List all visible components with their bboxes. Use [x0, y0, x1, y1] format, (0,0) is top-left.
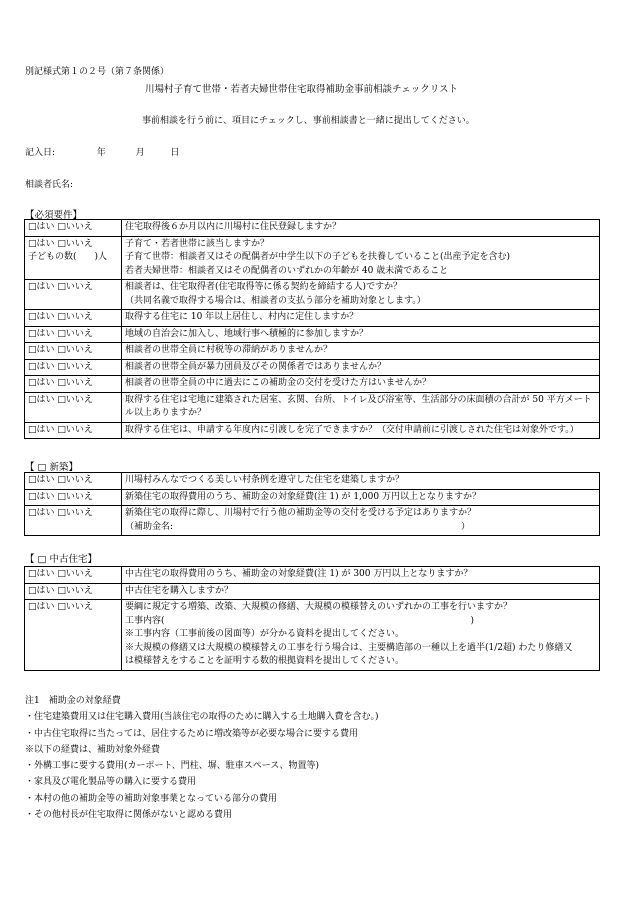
yes-no-checkbox[interactable]: □はい □いいえ — [28, 328, 93, 339]
requirement-cell — [122, 376, 600, 393]
yes-no-checkbox[interactable]: □はい □いいえ — [28, 508, 93, 518]
checkbox-cell[interactable] — [25, 506, 122, 536]
requirement-text: ル以上ありますか？ — [125, 408, 207, 418]
required-row — [25, 236, 600, 280]
requirement-cell — [122, 359, 600, 376]
requirement-text: 子育て世帯：相談者又はその配偶者が中学生以下の子どもを扶養していること(出産予定を含む) — [125, 252, 511, 262]
yes-no-checkbox[interactable]: □はい □いいえ — [28, 345, 93, 355]
checkbox-cell[interactable] — [25, 567, 122, 584]
used-home-table — [24, 566, 600, 671]
requirement-text: 相談者の世帯全員の中に過去にこの補助金の交付を受けた方はいませんか？ — [125, 378, 432, 388]
required-row — [25, 376, 600, 393]
required-row — [25, 220, 600, 237]
checkbox-cell[interactable] — [25, 392, 122, 422]
requirement-text: 相談者の世帯全員に村税等の滞納がありませんか？ — [125, 345, 333, 355]
requirement-cell — [122, 600, 600, 671]
requirement-text: 工事内容( ) — [125, 615, 475, 626]
month-label: 月 — [135, 148, 145, 158]
requirement-text: は模様替えをすることを証明する数的根拠資料を提出してください。 — [125, 656, 405, 666]
required-row — [25, 343, 600, 360]
note-line: ※以下の経費は、補助対象外経費 — [25, 744, 161, 755]
required-row — [25, 326, 600, 343]
yes-no-checkbox[interactable]: □はい □いいえ — [28, 361, 93, 372]
used-home-row — [25, 600, 600, 671]
requirement-cell — [122, 392, 600, 422]
required-row — [25, 422, 600, 439]
requirement-cell — [122, 310, 600, 327]
new-build-row — [25, 489, 600, 506]
document-title: 川場村子育て世帯・若者夫婦世帯住宅取得補助金事前相談チェックリスト — [145, 84, 459, 95]
note-line: 注1 補助金の対象経費 — [25, 696, 121, 706]
children-count-field[interactable]: 子どもの数( )人 — [28, 252, 108, 262]
requirement-text: 要綱に規定する増築、改築、大規模の修繕、大規模の模様替えのいずれかの工事を行いますか？ — [125, 602, 513, 612]
note-line: ・家具及び電化製品等の購入に要する費用 — [25, 777, 197, 788]
yes-no-checkbox[interactable]: □はい □いいえ — [28, 222, 93, 232]
requirement-text: 若者夫婦世帯：相談者又はその配偶者のいずれかの年齢が 40 歳未満であること — [125, 265, 449, 276]
requirement-text: 取得する住宅は、申請する年度内に引渡しを完了できますか？（交付申請前に引渡しされた住宅は対象外です。） — [125, 424, 579, 435]
yes-no-checkbox[interactable]: □はい □いいえ — [28, 585, 93, 596]
yes-no-checkbox[interactable]: □はい □いいえ — [28, 475, 93, 485]
year-label: 年 — [96, 148, 106, 158]
note-line: ・外構工事に要する費用(カーポート、門柱、塀、駐車スペース、物置等) — [25, 761, 320, 772]
note-line: ・その他村長が住宅取得に関係がないと認める費用 — [25, 810, 233, 821]
yes-no-checkbox[interactable]: □はい □いいえ — [28, 282, 93, 292]
requirement-text: 地域の自治会に加入し、地域行事へ積極的に参加しますか？ — [125, 328, 369, 339]
requirement-cell — [122, 583, 600, 600]
requirement-cell — [122, 422, 600, 439]
requirement-cell — [122, 236, 600, 280]
requirement-text: 住宅取得後６か月以内に川場村に住民登録しますか？ — [125, 222, 342, 232]
requirement-cell — [122, 567, 600, 584]
checkbox-cell[interactable] — [25, 326, 122, 343]
requirement-text: 新築住宅の取得に際し、川場村で行う他の補助金等の交付を受ける予定はありますか？ — [125, 508, 477, 518]
checkbox-cell[interactable] — [25, 343, 122, 360]
checkbox-cell[interactable] — [25, 280, 122, 310]
checkbox-cell[interactable] — [25, 376, 122, 393]
requirement-text: 川場村みんなでつくる美しい村条例を遵守した住宅を建築しますか？ — [125, 475, 405, 485]
checkbox-cell[interactable] — [25, 310, 122, 327]
used-home-row — [25, 583, 600, 600]
requirement-text: 中古住宅の取得費用のうち、補助金の対象経費(注 1) が 300 万円以上となりますか？ — [125, 569, 473, 579]
required-row — [25, 359, 600, 376]
requirement-text: ※工事内容（工事前後の図面等）が分かる資料を提出してください。 — [125, 629, 405, 639]
requirement-text: 子育て・若者世帯に該当しますか？ — [125, 238, 270, 249]
note-line: ・中古住宅取得に当たっては、居住するために増改築等が必要な場合に要する費用 — [25, 728, 359, 739]
checkbox-cell[interactable] — [25, 359, 122, 376]
yes-no-checkbox[interactable]: □はい □いいえ — [28, 378, 93, 388]
requirement-cell — [122, 506, 600, 536]
checkbox-cell[interactable] — [25, 473, 122, 490]
requirement-text: 取得する住宅に 10 年以上居住し、村内に定住しますか？ — [125, 312, 359, 322]
instructions-text: 事前相談を行う前に、項目にチェックし、事前相談書と一緒に提出してください。 — [142, 116, 475, 126]
entry-date-line — [25, 145, 179, 158]
used-home-row — [25, 567, 600, 584]
new-build-section-heading: 【 □ 新築】 — [25, 462, 79, 473]
requirement-text: 取得する住宅は宅地に建築された居室、玄関、台所、トイレ及び浴室等、生活部分の床面積の合計が 50 平方メート — [125, 394, 592, 405]
form-reference: 別記様式第１の２号（第７条関係） — [25, 67, 170, 77]
applicant-name-label: 相談者氏名: — [25, 180, 74, 190]
checkbox-cell[interactable] — [25, 422, 122, 439]
yes-no-checkbox[interactable]: □はい □いいえ — [28, 394, 93, 405]
requirement-cell — [122, 473, 600, 490]
yes-no-checkbox[interactable]: □はい □いいえ — [28, 312, 93, 322]
requirement-cell — [122, 343, 600, 360]
day-label: 日 — [170, 148, 180, 158]
required-table — [24, 219, 600, 439]
requirement-text: （補助金名: ） — [125, 521, 471, 532]
new-build-table — [24, 472, 600, 536]
required-row — [25, 280, 600, 310]
checkbox-cell[interactable] — [25, 583, 122, 600]
requirement-text: 相談者の世帯全員が暴力団員及びその関係者ではありませんか？ — [125, 361, 387, 372]
entry-date-label: 記入日: — [25, 148, 56, 158]
requirement-text: ※大規模の修繕又は大規模の模様替えの工事を行う場合は、主要構造部の一種以上を過半(1/2超) わたり修繕又 — [125, 642, 573, 653]
requirement-cell — [122, 280, 600, 310]
requirement-cell — [122, 489, 600, 506]
checkbox-cell[interactable] — [25, 236, 122, 280]
checkbox-cell[interactable] — [25, 600, 122, 671]
new-build-row — [25, 473, 600, 490]
requirement-cell — [122, 326, 600, 343]
requirement-cell — [122, 220, 600, 237]
checkbox-cell[interactable] — [25, 489, 122, 506]
note-line: ・本村の他の補助金等の補助対象事業となっている部分の費用 — [25, 793, 278, 804]
required-row — [25, 310, 600, 327]
yes-no-checkbox[interactable]: □はい □いいえ — [28, 569, 93, 579]
requirement-text: （共同名義で取得する場合は、相談者の支払う部分を補助対象とします。） — [125, 295, 426, 306]
yes-no-checkbox[interactable]: □はい □いいえ — [28, 238, 93, 249]
requirement-text: 相談者は、住宅取得者(住宅取得等に係る契約を締結する人)ですか？ — [125, 282, 403, 292]
requirement-text: 新築住宅の取得費用のうち、補助金の対象経費(注 1) が 1,000 万円以上となりますか？ — [125, 491, 481, 502]
used-home-section-heading: 【 □ 中古住宅】 — [25, 554, 98, 565]
required-section-heading: 【必須要件】 — [25, 210, 83, 221]
requirement-text: 中古住宅を購入しますか？ — [125, 585, 234, 596]
yes-no-checkbox[interactable]: □はい □いいえ — [28, 424, 93, 435]
note-line: ・住宅建築費用又は住宅購入費用(当該住宅の取得のために購入する土地購入費を含む。) — [25, 712, 379, 723]
required-row — [25, 392, 600, 422]
yes-no-checkbox[interactable]: □はい □いいえ — [28, 602, 93, 612]
yes-no-checkbox[interactable]: □はい □いいえ — [28, 491, 93, 502]
notes-block — [25, 693, 379, 823]
checkbox-cell[interactable] — [25, 220, 122, 237]
new-build-row — [25, 506, 600, 536]
